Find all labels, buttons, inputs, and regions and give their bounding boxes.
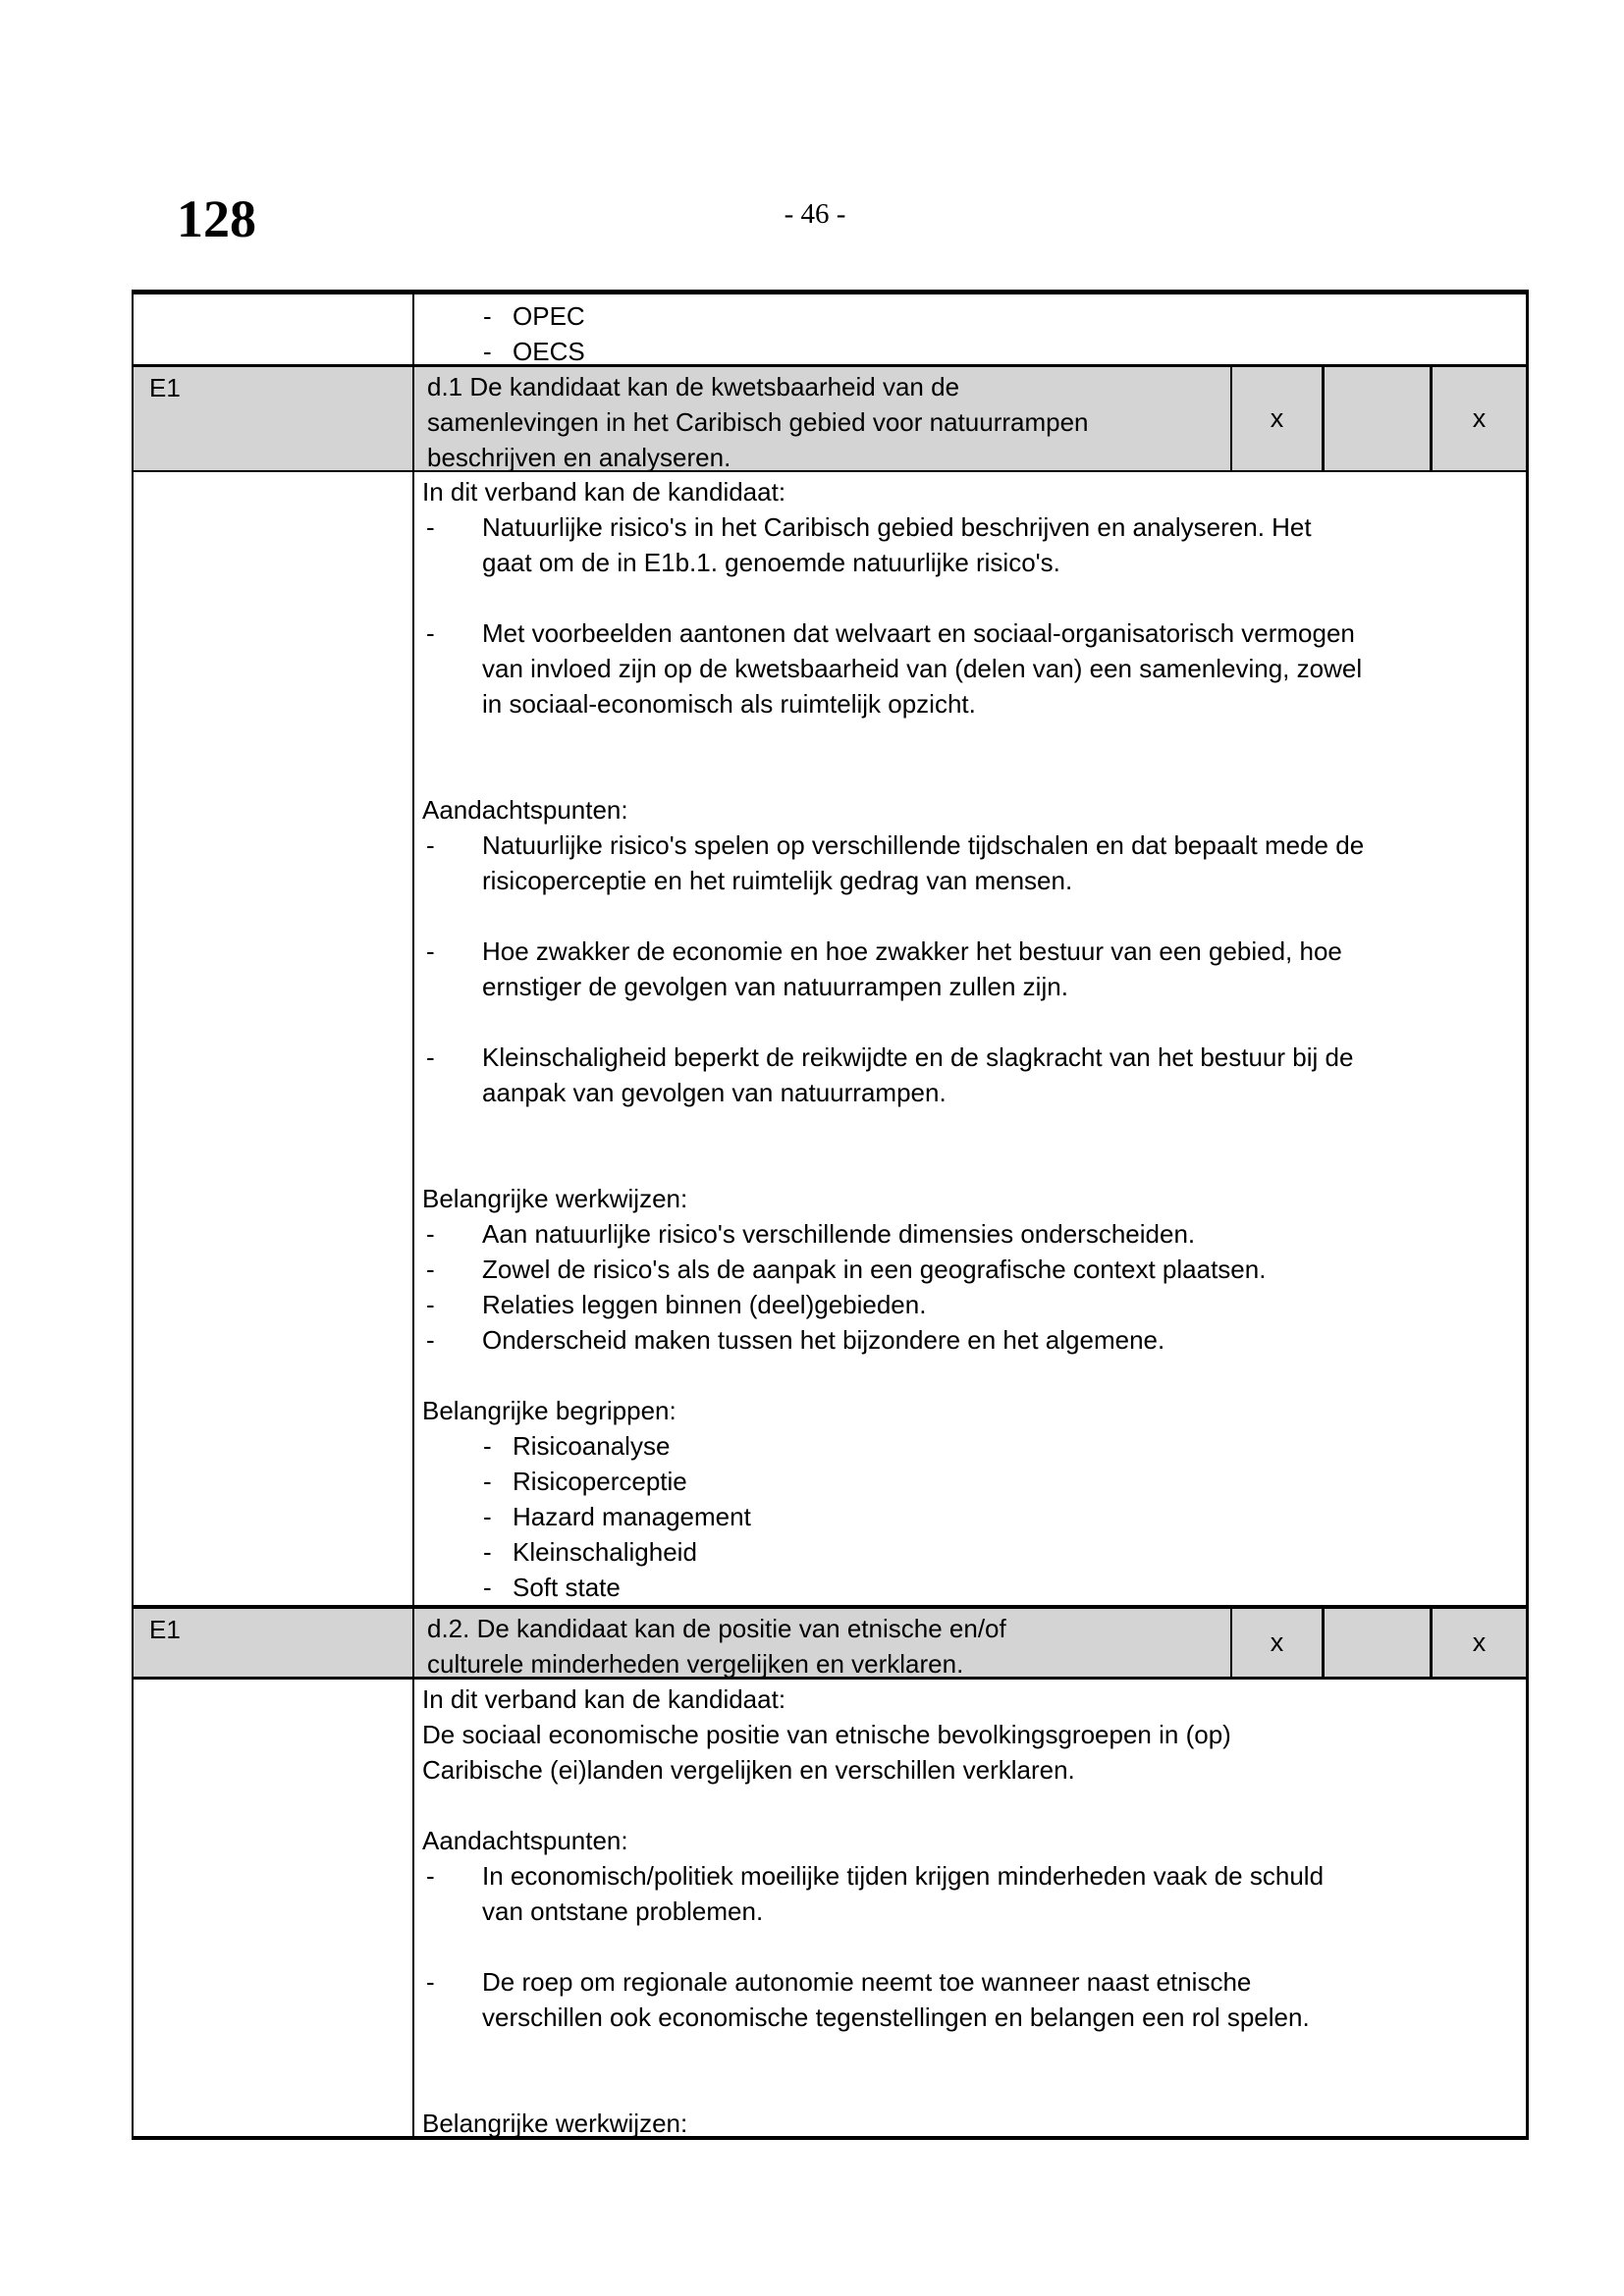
content-cell — [414, 294, 1526, 364]
table-row — [134, 1680, 1526, 2136]
text-line: aanpak van gevolgen van natuurrampen. — [482, 1078, 947, 1107]
bullet-dash: - — [426, 1325, 435, 1355]
bullet-dash: - — [426, 1042, 435, 1072]
content-cell — [414, 472, 1526, 1605]
bullet-dash: - — [426, 1219, 435, 1249]
bullet-text: De roep om regionale autonomie neemt toe wanneer naast etnische — [482, 1967, 1252, 1997]
text-line — [414, 1287, 1526, 1322]
blank-line — [414, 757, 1526, 792]
text-line: risicoperceptie en het ruimtelijk gedrag van mensen. — [482, 866, 1073, 895]
text-line — [414, 1858, 1526, 1894]
bullet-dash: - — [426, 1255, 435, 1284]
text-line — [414, 934, 1526, 969]
text-line: d.1 De kandidaat kan de kwetsbaarheid van de — [427, 372, 960, 401]
text-line — [414, 828, 1526, 863]
code-cell: E1 — [134, 1609, 414, 1677]
text-line: Aandachtspunten: — [422, 795, 628, 825]
bullet-dash: - — [426, 618, 435, 648]
code-cell — [134, 1680, 414, 2136]
table-row — [134, 472, 1526, 1609]
table-row-criterion — [134, 367, 1526, 472]
bullet-text: Kleinschaligheid — [513, 1537, 697, 1567]
text-line: Belangrijke begrippen: — [422, 1396, 677, 1425]
bullet-text: Natuurlijke risico's in het Caribisch gebied beschrijven en analyseren. Het — [482, 512, 1312, 542]
text-line: ernstiger de gevolgen van natuurrampen zullen zijn. — [482, 972, 1068, 1001]
criterion-text-cell — [414, 1609, 1232, 1677]
bullet-dash: - — [426, 1861, 435, 1891]
text-line: d.2. De kandidaat kan de positie van etnische en/of — [427, 1614, 1006, 1643]
bullet-text: Met voorbeelden aantonen dat welvaart en sociaal-organisatorisch vermogen — [482, 618, 1355, 648]
text-line: In dit verband kan de kandidaat: — [422, 1684, 786, 1714]
bullet-text: Onderscheid maken tussen het bijzondere en het algemene. — [482, 1325, 1165, 1355]
bullet-dash: - — [483, 301, 492, 331]
text-line — [414, 615, 1526, 651]
mark-cell-3: x — [1472, 1628, 1487, 1657]
blank-line — [414, 580, 1526, 615]
text-line — [414, 1216, 1526, 1252]
blank-line — [414, 1004, 1526, 1040]
bullet-text: Relaties leggen binnen (deel)gebieden. — [482, 1290, 927, 1319]
code-cell: E1 — [134, 367, 414, 470]
text-line — [414, 298, 1526, 334]
bullet-dash: - — [426, 936, 435, 966]
text-line: In dit verband kan de kandidaat: — [422, 477, 786, 507]
blank-line — [414, 1146, 1526, 1181]
bullet-text: Risicoanalyse — [513, 1431, 671, 1461]
mark-cell-3: x — [1472, 403, 1487, 433]
mark-cell-2 — [1325, 1609, 1433, 1677]
blank-line — [414, 721, 1526, 757]
bullet-text: OPEC — [513, 301, 585, 331]
text-line: beschrijven en analyseren. — [427, 443, 731, 470]
text-line: Caribische (ei)landen vergelijken en verschillen verklaren. — [422, 1755, 1075, 1785]
text-line — [414, 1322, 1526, 1358]
text-line — [414, 334, 1526, 364]
mark-cell-2 — [1325, 367, 1433, 470]
header-page-center: - 46 - — [784, 198, 846, 230]
bullet-dash: - — [426, 830, 435, 860]
bullet-text: Soft state — [513, 1573, 621, 1602]
bullet-text: Hoe zwakker de economie en hoe zwakker het bestuur van een gebied, hoe — [482, 936, 1342, 966]
bullet-text: OECS — [513, 337, 585, 364]
text-line: De sociaal economische positie van etnische bevolkingsgroepen in (op) — [422, 1720, 1231, 1749]
blank-line — [414, 1788, 1526, 1823]
bullet-text: Risicoperceptie — [513, 1467, 687, 1496]
text-line — [414, 1964, 1526, 2000]
text-line — [414, 509, 1526, 545]
bullet-dash: - — [483, 1502, 492, 1531]
bullet-dash: - — [426, 1967, 435, 1997]
bullet-text: In economisch/politiek moeilijke tijden krijgen minderheden vaak de schuld — [482, 1861, 1325, 1891]
code-cell — [134, 472, 414, 1605]
text-line — [414, 1499, 1526, 1534]
blank-line — [414, 1110, 1526, 1146]
table-row — [134, 294, 1526, 367]
page-number: 128 — [177, 189, 256, 248]
text-line: culturele minderheden vergelijken en verklaren. — [427, 1649, 964, 1677]
text-line: Aandachtspunten: — [422, 1826, 628, 1855]
text-line — [414, 1428, 1526, 1464]
mark-cell-1: x — [1232, 1609, 1325, 1677]
text-line: gaat om de in E1b.1. genoemde natuurlijke risico's. — [482, 548, 1060, 577]
bullet-dash: - — [483, 1537, 492, 1567]
bullet-dash: - — [483, 337, 492, 364]
content-cell — [414, 1680, 1526, 2136]
bullet-dash: - — [426, 512, 435, 542]
table-row-criterion — [134, 1609, 1526, 1680]
text-line — [414, 1252, 1526, 1287]
text-line: verschillen ook economische tegenstellingen en belangen een rol spelen. — [482, 2002, 1310, 2032]
blank-line — [414, 2035, 1526, 2070]
blank-line — [414, 1929, 1526, 1964]
criterion-text-cell — [414, 367, 1232, 470]
bullet-dash: - — [483, 1573, 492, 1602]
text-line: Belangrijke werkwijzen: — [422, 2109, 688, 2136]
text-line: van invloed zijn op de kwetsbaarheid van (delen van) een samenleving, zowel — [482, 654, 1363, 683]
bullet-text: Aan natuurlijke risico's verschillende dimensies onderscheiden. — [482, 1219, 1196, 1249]
bullet-dash: - — [483, 1467, 492, 1496]
blank-line — [414, 1358, 1526, 1393]
mark-cell-1: x — [1232, 367, 1325, 470]
text-line: samenlevingen in het Caribisch gebied voor natuurrampen — [427, 407, 1089, 437]
text-line: van ontstane problemen. — [482, 1896, 764, 1926]
bullet-dash: - — [483, 1431, 492, 1461]
text-line: in sociaal-economisch als ruimtelijk opzicht. — [482, 689, 976, 719]
bullet-dash: - — [426, 1290, 435, 1319]
text-line — [414, 1040, 1526, 1075]
bullet-text: Natuurlijke risico's spelen op verschillende tijdschalen en dat bepaalt mede de — [482, 830, 1365, 860]
text-line — [414, 1464, 1526, 1499]
bullet-text: Zowel de risico's als de aanpak in een geografische context plaatsen. — [482, 1255, 1267, 1284]
bullet-text: Kleinschaligheid beperkt de reikwijdte en de slagkracht van het bestuur bij de — [482, 1042, 1354, 1072]
text-line — [414, 1534, 1526, 1570]
text-line — [414, 1570, 1526, 1605]
curriculum-table — [132, 290, 1529, 2140]
blank-line — [414, 898, 1526, 934]
text-line: Belangrijke werkwijzen: — [422, 1184, 688, 1213]
bullet-text: Hazard management — [513, 1502, 751, 1531]
code-cell — [134, 294, 414, 364]
blank-line — [414, 2070, 1526, 2106]
